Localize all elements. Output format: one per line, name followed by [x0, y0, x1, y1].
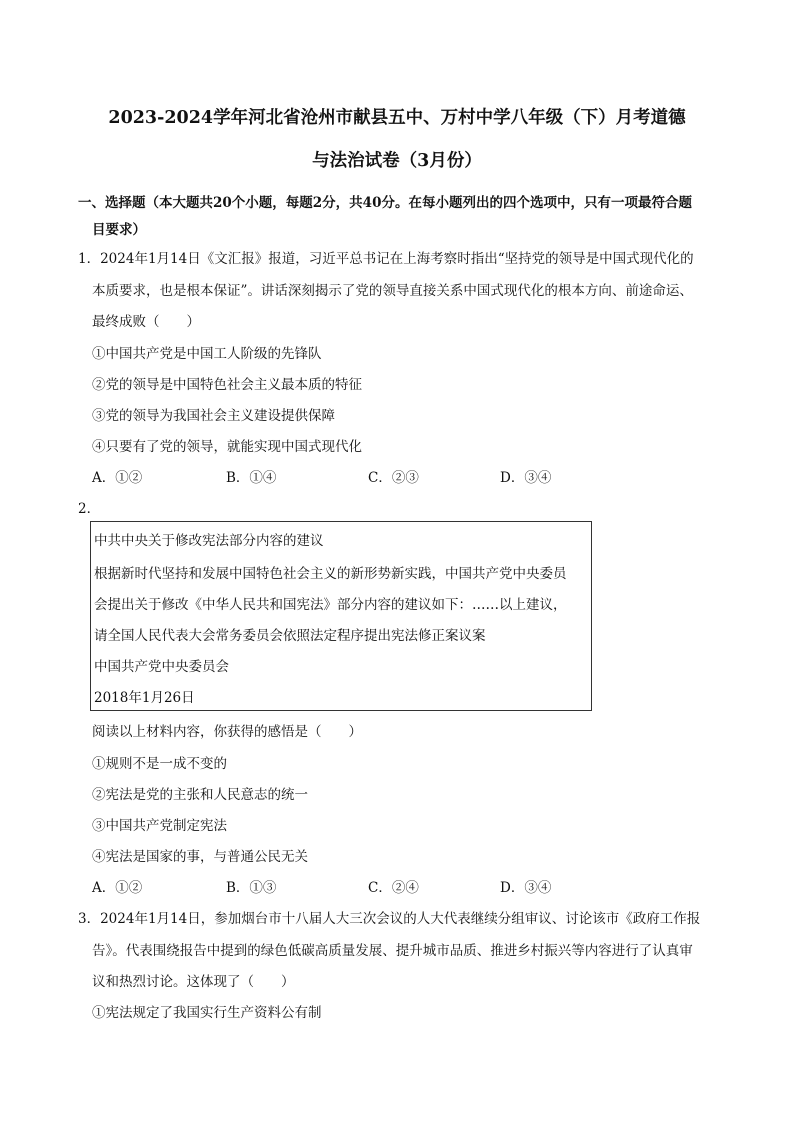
q1-statement-2: ②党的领导是中国特色社会主义最本质的特征: [92, 377, 362, 393]
q2-material-line-5: 中国共产党中央委员会: [94, 659, 229, 675]
section-heading-line-1: 一、选择题（本大题共20个小题，每题2分，共40分。在每小题列出的四个选项中，只有一项最符合题: [78, 195, 692, 211]
q2-material-line-6: 2018年1月26日: [94, 690, 195, 706]
section-heading-line-2: 目要求）: [92, 222, 146, 238]
q1-stem-line-1: 1．2024年1月14日《文汇报》报道，习近平总书记在上海考察时指出“坚持党的领导是中国式现代化的: [78, 251, 694, 267]
q2-material-line-3: 会提出关于修改《中华人民共和国宪法》部分内容的建议如下：……以上建议，: [94, 597, 567, 613]
q1-stem-line-2: 本质要求，也是根本保证”。讲话深刻揭示了党的领导直接关系中国式现代化的根本方向、前途命运、: [92, 283, 693, 299]
q2-statement-4: ④宪法是国家的事，与普通公民无关: [92, 849, 308, 865]
q1-option-a: A．①②: [92, 470, 143, 486]
q1-stem-line-3: 最终成败（ ）: [92, 314, 200, 330]
q1-statement-4: ④只要有了党的领导，就能实现中国式现代化: [92, 439, 362, 455]
q3-stem-line-2: 告》。代表围绕报告中提到的绿色低碳高质量发展、提升城市品质、推进乡村振兴等内容进行了认真审: [92, 943, 693, 959]
q2-option-c: C．②④: [368, 880, 419, 896]
q2-statement-3: ③中国共产党制定宪法: [92, 818, 227, 834]
q2-option-b: B．①③: [226, 880, 277, 896]
q1-option-d: D．③④: [500, 470, 552, 486]
q2-number: 2．: [78, 501, 101, 517]
q1-option-c: C．②③: [368, 470, 419, 486]
q2-option-d: D．③④: [500, 880, 552, 896]
q1-option-b: B．①④: [226, 470, 277, 486]
q2-material-line-1: 中共中央关于修改宪法部分内容的建议: [94, 533, 324, 549]
q3-stem-line-1: 3．2024年1月14日，参加烟台市十八届人大三次会议的人大代表继续分组审议、讨论该市《政府工作报: [78, 911, 701, 927]
q2-statement-2: ②宪法是党的主张和人民意志的统一: [92, 787, 308, 803]
exam-title-line-2: 与法治试卷（3月份）: [312, 151, 482, 171]
q3-statement-1: ①宪法规定了我国实行生产资料公有制: [92, 1005, 322, 1021]
q2-material-box: [90, 521, 592, 711]
exam-title-line-1: 2023-2024学年河北省沧州市献县五中、万村中学八年级（下）月考道德: [108, 108, 686, 128]
q2-stem: 阅读以上材料内容，你获得的感悟是（ ）: [92, 724, 362, 740]
q2-option-a: A．①②: [92, 880, 143, 896]
q2-material-line-4: 请全国人民代表大会常务委员会依照法定程序提出宪法修正案议案: [94, 628, 486, 644]
q1-statement-1: ①中国共产党是中国工人阶级的先锋队: [92, 346, 322, 362]
q3-stem-line-3: 议和热烈讨论。这体现了（ ）: [92, 974, 295, 990]
q2-material-line-2: 根据新时代坚持和发展中国特色社会主义的新形势新实践，中国共产党中央委员: [94, 566, 567, 582]
q2-statement-1: ①规则不是一成不变的: [92, 756, 227, 772]
q1-statement-3: ③党的领导为我国社会主义建设提供保障: [92, 408, 335, 424]
